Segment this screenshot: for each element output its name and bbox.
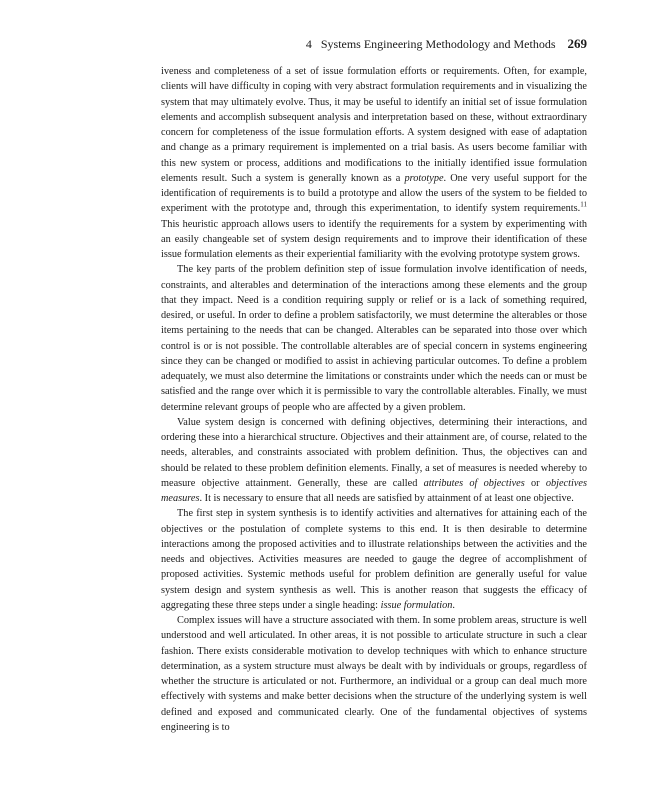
footnote-ref: 11 xyxy=(580,200,587,209)
paragraph xyxy=(161,506,587,613)
text-run: or xyxy=(524,477,546,489)
body-text xyxy=(161,64,587,735)
chapter-title: Systems Engineering Methodology and Methods xyxy=(320,37,556,51)
text-run: . One very useful support for the identification of requirements is to build a prototype and allow the users of the system to be fielded to experiment with the prototype and, through this experimentation, to identify system requirements. xyxy=(161,172,587,215)
text-run: Complex issues will have a structure associated with them. In some problem areas, structure is well understood and well articulated. In other areas, it is not possible to articulate structure in such a clear fashion. There exists considerable motivation to develop techniques with which to enhance structure determination, as a system structure must always be dealt with by individuals or groups, regardless of whether the structure is articulated or not. Furthermore, an individual or a group can deal much more effectively with systems and make better decisions when the structure of the underlying system is well defined and exposed and communicated clearly. One of the fundamental objectives of systems engineering is to xyxy=(161,615,587,733)
text-run: . It is necessary to ensure that all needs are satisfied by attainment of at least one objective. xyxy=(199,493,574,504)
text-run: iveness and completeness of a set of issue formulation efforts or requirements. Often, for example, clients will have difficulty in coping with very abstract formulation requirements and in visualizing the system that may ultimately evolve. Thus, it may be useful to identify an initial set of issue formulation elements and accomplish subsequent analysis and interpretation based on these, without extraordinary concern for completeness of the issue formulation efforts. A system designed with ease of adaptation and change as a primary requirement is implemented on a trial basis. As users become familiar with this new system or process, additions and modifications to the initially identified issue formulation elements result. Such a system is generally known as a xyxy=(161,66,587,184)
text-run: Value system design is concerned with defining objectives, determining their interactions, and ordering these into a hierarchical structure. Objectives and their attainment are, of course, related to the needs, alterables, and constraints associated with problem definition. Thus, the objectives can and should be related to these problem definition elements. Finally, a set of measures is needed whereby to measure objective attainment. Generally, these are called xyxy=(161,416,587,489)
italic-term: attributes of objectives xyxy=(423,477,525,489)
paragraph xyxy=(161,262,587,415)
page-number: 269 xyxy=(567,36,587,51)
text-run: This heuristic approach allows users to identify the requirements for a system by experimenting with an easily changeable set of system design requirements and to improve their identification of these issue formulation elements as their experiential familiarity with the evolving prototype system grows. xyxy=(161,218,587,260)
paragraph xyxy=(161,64,587,262)
paragraph xyxy=(161,613,587,735)
paragraph xyxy=(161,415,587,507)
text-run: The first step in system synthesis is to identify activities and alternatives for attaining each of the objectives or the postulation of complete systems to this end. It is then desirable to determine interactions among the proposed activities and to illustrate relationships between the activities and the needs and objectives. Activities measures are needed to gauge the degree of accomplishment of proposed activities. Systemic methods useful for problem definition are generally useful for value system design and system synthesis as well. This is another reason that suggests the efficacy of aggregating these three steps under a single heading: xyxy=(161,508,587,611)
text-run: . xyxy=(452,599,455,611)
italic-term: issue formulation xyxy=(380,599,453,611)
chapter-number: 4 xyxy=(305,37,312,51)
italic-term: prototype xyxy=(404,172,444,184)
running-header xyxy=(161,36,587,52)
text-run: The key parts of the problem definition step of issue formulation involve identification of needs, constraints, and alterables and determination of the interactions among these elements and the group that they impact. Need is a condition requiring supply or relief or is a lack of something required, desired, or useful. In order to define a problem satisfactorily, we must determine the alterables or those items pertaining to the needs that can be changed. Alterables can be separated into those over which control is or is not possible. The controllable alterables are of special concern in systems engineering since they can be changed or modified to assist in achieving particular outcomes. To define a problem adequately, we must also determine the limitations or constraints under which the needs can or must be satisfied and the range over which it is permissible to vary the controllable alterables. Finally, we must determine relevant groups of people who are affected by a given problem. xyxy=(161,264,587,413)
italic-term: objectives measures xyxy=(161,477,587,504)
